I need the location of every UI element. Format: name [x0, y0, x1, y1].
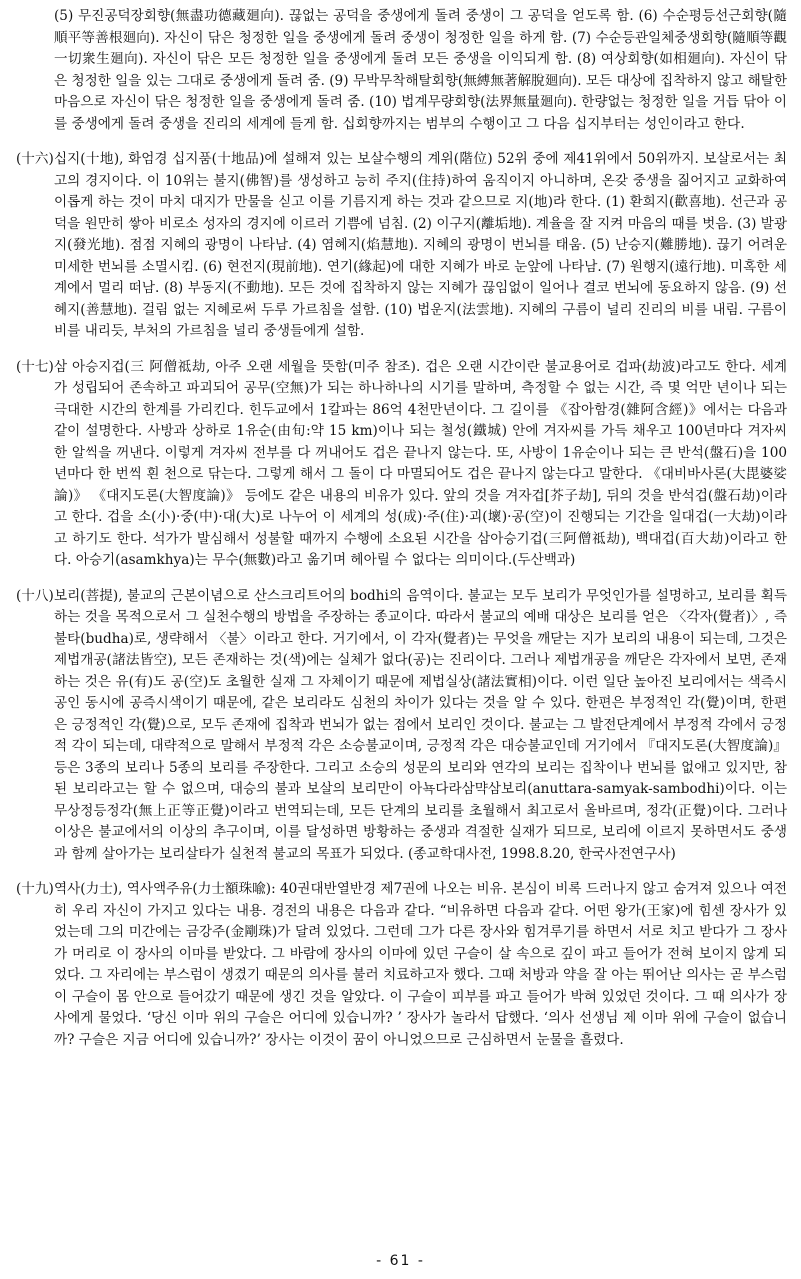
- note-number: (十七): [16, 358, 54, 375]
- note-text: 역사(力士), 역사액주유(力士額珠喩): 40권대반열반경 제7권에 나오는 비유. 본심이 비록 드러나지 않고 숨겨져 있으나 여전히 우리 자신이 가지고 있다는 내용. 경전의 내용은 다음과 같다. “비유하면 다음과 같다. 어떤 왕가(王家)에 힘센 장사가 있었는데 그의 미간에는 금강주(金剛珠)가 달려 있었다. 그런데 그가 다른 장사와 힘겨루기를 하면서 서로 치고 받다가 그 장사가 머리로 이 장사의 이마를 받았다. 그 바람에 장사의 이마에 있던 구슬이 살 속으로 깊이 파고 들어가 전혀 보이지 않게 되었다. 그 자리에는 부스럼이 생겼기 때문의 의사를 불러 치료하고자 했다. 그때 처방과 약을 잘 아는 뛰어난 의사는 곧 부스럼이 구슬이 몸 안으로 들어갔기 때문에 생긴 것을 알았다. 이 구슬이 피부를 파고 들어가 박혀 있었던 것이다. 그 때 의사가 장사에게 물었다. ‘당신 이마 위의 구슬은 어디에 있습니까? ’ 장사가 놀라서 답했다. ‘의사 선생님 제 이마 위에 구슬이 없습니까? 구슬은 지금 어디에 있습니까?’ 장사는 이것이 꿈이 아니었으므로 근심하면서 눈물을 흘렸다.: [54, 881, 787, 1048]
- page-number: - 61 -: [376, 1253, 425, 1269]
- note-text: 삼 아승지겁(三 阿僧祗劫, 아주 오랜 세월을 뜻함(미주 참조). 겁은 오랜 시간이란 불교용어로 겁파(劫波)라고도 한다. 세계가 성립되어 존속하고 파괴되어 공무(空無)가 되는 하나하나의 시기를 말하며, 측정할 수 없는 시간, 즉 몇 억만 년이나 되는 극대한 시간의 한계를 가리킨다. 힌두교에서 1칼파는 86억 4천만년이다. 그 길이를 《잡아함경(雜阿含經)》에서는 다음과 같이 설명한다. 사방과 상하로 1유순(由旬:약 15 km)이나 되는 철성(鐵城) 안에 겨자씨를 가득 채우고 100년마다 겨자씨 한 알씩을 꺼낸다. 이렇게 겨자씨 전부를 다 꺼내어도 겁은 끝나지 않는다. 또, 사방이 1유순이나 되는 큰 반석(盤石)을 100년마다 한 번씩 흰 천으로 닦는다. 그렇게 해서 그 돌이 다 마멸되어도 겁은 끝나지 않는다고 말한다. 《대비바사론(大毘婆娑論)》 《대지도론(大智度論)》 등에도 같은 내용의 비유가 있다. 앞의 것을 겨자겁[芥子劫], 뒤의 것을 반석겁(盤石劫)이라고 한다. 겁을 소(小)·중(中)·대(大)로 나누어 이 세계의 성(成)·주(住)·괴(壞)·공(空)이 진행되는 기간을 일대겁(一大劫)이라고 하기도 한다. 석가가 발심해서 성불할 때까지 수행에 소요된 시간을 삼아승기겁(三阿僧祗劫), 백대겁(百大劫)이라고 한다. 아승기(asamkhya)는 무수(無數)라고 옮기며 헤아릴 수 없다는 의미이다.(두산백과): [54, 358, 787, 568]
- note-entry-19: [16, 879, 787, 1051]
- note-text: 십지(十地), 화엄경 십지품(十地品)에 설해져 있는 보살수행의 계위(階位) 52위 중에 제41위에서 50위까지. 보살로서는 최고의 경지이다. 이 10위는 불지(佛智)를 생성하고 능히 주지(住持)하여 움직이지 아니하며, 온갖 중생을 짊어지고 교화하여 이롭게 하는 것이 마치 대지가 만물을 싣고 이를 기름지게 하는 것과 같으므로 지(地)라 한다. (1) 환희지(歡喜地). 선근과 공덕을 원만히 쌓아 비로소 성자의 경지에 이르러 기쁨에 넘침. (2) 이구지(離垢地). 계율을 잘 지켜 마음의 때를 벗음. (3) 발광지(發光地). 점점 지혜의 광명이 나타남. (4) 염혜지(焰慧地). 지혜의 광명이 번뇌를 태움. (5) 난승지(難勝地). 끊기 어려운 미세한 번뇌를 소멸시킴. (6) 현전지(現前地). 연기(緣起)에 대한 지혜가 바로 눈앞에 나타남. (7) 원행지(遠行地). 미혹한 세계에서 멀리 떠남. (8) 부동지(不動地). 모든 것에 집착하지 않는 지혜가 끊임없이 일어나 결코 번뇌에 동요하지 않음. (9) 선혜지(善慧地). 걸림 없는 지혜로써 두루 가르침을 설함. (10) 법운지(法雲地). 지혜의 구름이 널리 진리의 비를 내림. 구름이 비를 내리듯, 부처의 가르침을 널리 중생들에게 설함.: [54, 151, 787, 339]
- note-entry-16: [16, 149, 787, 343]
- note-entry-17: [16, 357, 787, 572]
- note-number: (十九): [16, 881, 54, 897]
- note-entry-18: [16, 586, 787, 866]
- note-number: (十八): [16, 587, 54, 604]
- intro-paragraph: (5) 무진공덕장회향(無盡功德藏廻向). 끊없는 공덕을 중생에게 돌려 중생이 그 공덕을 얻도록 함. (6) 수순평등선근회향(隨順平等善根廻向). 자신이 닦은 청정한 일을 중생에게 돌려 중생이 청정한 일을 하게 함. (7) 수순등관일체중생회향(隨順等觀一切衆生廻向). 자신이 닦은 모든 청정한 일을 중생에게 돌려 모든 중생을 이익되게 함. (8) 여상회향(如相廻向). 자신이 닦은 청정한 일을 있는 그대로 중생에게 돌려 줌. (9) 무박무착해탈회향(無縛無著解脫廻向). 모든 대상에 집착하지 않고 해탈한 마음으로 자신이 닦은 청정한 일을 중생에게 돌려 줌. (10) 법계무량회향(法界無量廻向). 한량없는 청정한 일을 거듭 닦아 이를 중생에게 돌려 중생을 진리의 세계에 들게 함. 십회향까지는 범부의 수행이고 그 다음 십지부터는 성인이라고 한다.: [54, 8, 788, 132]
- note-text: 보리(菩提), 불교의 근본이념으로 산스크리트어의 bodhi의 음역이다. 불교는 모두 보리가 무엇인가를 설명하고, 보리를 획득하는 것을 목적으로서 그 실천수행의 방법을 주장하는 종교이다. 따라서 불교의 예배 대상은 보리를 얻은 〈각자(覺者)〉, 즉 불타(budha)로, 생략해서 〈불〉이라고 한다. 거기에서, 이 각자(覺者)는 무엇을 깨닫는 지가 보리의 내용이 되는데, 그것은 제법개공(諸法皆空), 모든 존재하는 것(색)에는 실체가 없다(공)는 진리이다. 그러나 제법개공을 깨닫은 각자에서 보면, 존재하는 것은 유(有)도 공(空)도 초월한 실재 그 자체이기 때문에 제법실상(諸法實相)이다. 이런 일단 높아진 보리에서는 색즉시공인 동시에 공즉시색이기 때문에, 같은 보리라도 심천의 차이가 있다는 것을 알 수 있다. 한편은 부정적인 각(覺)이며, 한편은 긍정적인 각(覺)으로, 모두 존재에 집착과 번뇌가 없는 점에서 보리인 것이다. 불교는 그 발전단계에서 부정적 각에서 긍정적 각이 되는데, 대략적으로 말해서 부정적 각은 소승불교이며, 긍정적 각은 대승불교인데 거기에서 『대지도론(大智度論)』 등은 3종의 보리나 5종의 보리를 주장한다. 그리고 소승의 성문의 보리와 연각의 보리는 집착이나 번뇌를 없애고 있지만, 참된 보리라고는 할 수 없으며, 대승의 불과 보살의 보리만이 아뇩다라삼먁삼보리(anuttara-samyak-sambodhi)이다. 이는 무상정등정각(無上正等正覺)이라고 번역되는데, 모든 단계의 보리를 초월해서 최고로서 올바르며, 정각(正覺)이다. 그러나 이상은 불교에서의 이상의 추구이며, 이를 달성하면 방황하는 중생과 격절한 실재가 되므로, 보리에 이르지 못하면서도 중생과 함께 살아가는 보리살타가 실천적 불교의 목표가 되었다. (종교학대사전, 1998.8.20, 한국사전연구사): [54, 587, 787, 862]
- note-number: (十六): [16, 151, 54, 167]
